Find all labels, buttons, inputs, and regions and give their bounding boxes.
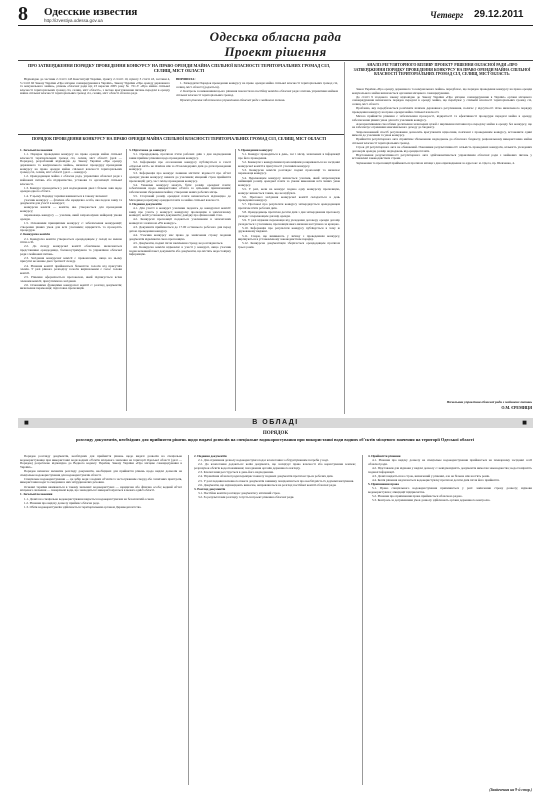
masthead-rule (18, 25, 533, 26)
water-paragraph: 5.2. Рішення про припинення права приймається обласною радою. (372, 494, 463, 499)
water-paragraph: 1.3. Облік водокористувачів здійснюється територіальним органом Держводагентства. (24, 504, 142, 509)
procedure-paragraph: конкурсна комісія — комісія, яка утворюється для проведення конкурсу; (20, 205, 122, 214)
procedure-paragraph: 2.4. Рішення комісії приймаються більшістю голосів від присутніх членів. У разі рівного розподілу голосів вирішальним є голос голови комісії. (20, 263, 122, 275)
procedure-paragraph: 3.1. Орендодавець протягом п'яти робочих днів з дня надходження заяви приймає рішення щодо проведення конкурсу. (129, 152, 231, 160)
justification-paragraph: Відстеження результативності регуляторного акта здійснюватиметься управлінням обласної ради з майнових питань у встановлені законодавством строки. (352, 152, 532, 161)
water-paragraph: Порядок визначає механізм розгляду документів, необхідних для прийняття рішень щодо видачі дозволів на спеціальне водокористування для водокористувачів області. (20, 468, 182, 477)
water-paragraph: 2.2. До клопотання додаються: копія документа, що засвідчує право власності або користування землею; розрахунок обсягів водоспоживання; погодження органів державного нагляду. (194, 462, 356, 470)
procedure-column-3 (238, 149, 340, 250)
council-subtitle: Проект рішення (224, 44, 327, 59)
column-divider (188, 455, 189, 785)
procedure-paragraph: 2.5. Рішення оформлюється протоколом, який підписується всіма членами комісії, присутніми на засіданні. (20, 274, 122, 283)
project-heading: ПРО ЗАТВЕРДЖЕННЯ ПОРЯДКУ ПРОВЕДЕННЯ КОНКУРСУ НА ПРАВО ОРЕНДИ МАЙНА СПІЛЬНОЇ ВЛАСНОСТІ ТЕРИТОРІАЛЬНИХ ГРОМАД СІЛ, СЕЛИЩ, МІСТ ОБЛАСТІ (28, 63, 330, 73)
water-paragraph: 3.2. За результатами розгляду готується проект рішення обласної ради. (198, 495, 295, 500)
section-title: 2. Подання документів (194, 454, 227, 458)
procedure-paragraph: 5.3. Конкурсна комісія розглядає подані пропозиції та визначає переможця конкурсу. (238, 167, 340, 176)
council-title: Одеська обласна рада (209, 29, 342, 44)
procedure-heading: ПОРЯДОК ПРОВЕДЕННЯ КОНКУРСУ НА ПРАВО ОРЕНДИ МАЙНА СПІЛЬНОЇ ВЛАСНОСТІ ТЕРИТОРІАЛЬНИХ ГРОМАД СІЛ, СЕЛИЩ, МІСТ ОБЛАСТІ (31, 136, 327, 141)
water-paragraph: 5.3. Контроль за дотриманням умов дозволу здійснюють органи державного контролю. (372, 498, 491, 503)
issue-date: 29.12.2011 (474, 9, 524, 20)
water-paragraph: 4.3. Дозвіл видається на строк, визначений у рішенні, але не більше ніж на п'ять років. (372, 473, 490, 478)
water-column-1 (20, 455, 182, 510)
justification-paragraph: Проблема, яку передбачається розв'язати шляхом державного регулювання, полягає у відсутності чітко визначеного порядку проведення конкурсу на право оренди майна спільної власності. (352, 106, 532, 114)
procedure-paragraph: 5.5. У разі, коли на конкурс подано одну конкурсну пропозицію, конкурс визнається таким, що не відбувся. (238, 186, 340, 195)
section-title: 3. Розгляд документів (194, 486, 226, 491)
procedure-paragraph: 4.6. Конкурсна комісія відмовляє в участі у конкурсі, якщо учасник подав неповний пакет документів або документи, що містять недостовірну інформацію. (129, 244, 231, 257)
procedure-paragraph: 5.4. Переможцем конкурсу визнається учасник, який запропонував найвищий розмір орендної плати за умови виконання всіх інших умов конкурсу. (238, 175, 340, 187)
procedure-paragraph: 4.1. Для участі в конкурсі учасники подають до конкурсної комісії: заяву про участь у конкурсі; конкурсну пропозицію в запечатаному конверті; копії установчих документів; довідку про фінансовий стан. (129, 206, 231, 218)
section-title: 2. Конкурсна комісія (20, 232, 50, 237)
procedure-paragraph: 5.2. Конверти з конкурсними пропозиціями розкриваються на засіданні конкурсної комісії в присутності учасників конкурсу. (238, 159, 340, 168)
project-preamble: Відповідно до частини 2 статті 143 Конституції України, пункту 2 статті 10, пункту 3 статті 43, частини 4, 5 статті 60 Закону України «Про місцеве самоврядування в Україні», Закону України «Про оренду державного та комунального майна», рішень обласної ради від 23 вересня 2005 року № 721-V «Про майно спільної власності територіальних громад сіл, селищ, міст області», з метою врегулювання питань передачі в оренду майна спільної власності територіальних громад сіл, селищ, міст області обласна рада (20, 77, 170, 96)
column-divider (344, 62, 345, 414)
project-signature: Проект рішення підготовлено управлінням обласної ради з майнових питань (180, 98, 285, 103)
water-paragraph: 5.1. Право спеціального водокористування припиняється у разі: закінчення строку дозволу; відмови водокористувача; ліквідації підприємства. (368, 486, 532, 494)
procedure-paragraph: 2.1. Конкурсна комісія утворюється орендодавцем у складі не менше п'яти осіб. (20, 236, 122, 245)
section-bar-right-mark: ■ (522, 418, 527, 427)
procedure-paragraph: 2.3. Засідання конкурсної комісії є правомочним, якщо на ньому присутні не менше двох третин її складу. (20, 255, 122, 264)
procedure-paragraph: 3.2. Інформація про оголошення конкурсу публікується в газеті «Одеські вісті» не пізніше ніж за 20 календарних днів до дати проведення конкурсу. (129, 159, 231, 172)
procedure-paragraph: 4.5. Документи, подані після закінчення строку, не розглядаються. (133, 240, 224, 245)
project-resolved (176, 78, 338, 103)
resolved-label: ВИРІШИЛА: (176, 77, 196, 81)
water-paragraph: Основні терміни вживаються в такому значенні: водокористувач — юридична або фізична особа; водний об'єкт місцевого значення — поверхневі води, що знаходяться і використовуються в межах однієї області. (20, 484, 182, 493)
procedure-paragraph: 5.1. Конкурс проводиться в день, час і місці, зазначених в інформації про його проведення. (238, 152, 340, 160)
water-paragraph: 3.1. Постійна комісія розглядає документи у місячний строк. (198, 491, 281, 496)
water-column-2 (194, 455, 356, 500)
procedure-paragraph: 2.6. Основними функціями конкурсної комісії є: розгляд документів; визначення переможця; підготовка пропозицій. (20, 282, 122, 291)
water-paragraph: 2.4. Управління обласної ради перевіряє повноту поданих документів протягом трьох робочих днів. (198, 474, 334, 479)
water-paragraph: 4.4. Копія рішення надсилається водокористувачу протягом десяти днів після його прийняття. (372, 477, 500, 482)
procedure-paragraph: 4.4. Учасник конкурсу має право до закінчення строку подання документів відкликати свою пропозицію. (129, 233, 231, 241)
procedure-paragraph: 4.2. Конкурсні пропозиції подаються учасниками в запечатаних конвертах з написом «На конкурс». (129, 217, 231, 226)
procedure-paragraph: 5.7. Протокол про результати конкурсу затверджується орендодавцем протягом п'яти робочих днів. (238, 202, 340, 211)
justification-paragraph: Альтернативними способами досягнення зазначених цілей є вирішення питання про передачу майна в оренду без конкурсу, що не забезпечує отримання максимального доходу до бюджету. (352, 121, 532, 130)
justification-paragraph: Запропонований спосіб регулювання дозволить врегулювати відносини, пов'язані з проведенням конкурсу, встановити єдині вимоги до учасників та умов конкурсу. (352, 129, 532, 138)
procedure-paragraph: 1.5. Основними принципами конкурсу є: забезпечення конкуренції; створення рівних умов для всіх учасників; відкритість та прозорість процедури. (20, 221, 122, 233)
water-paragraph: 2.3. Клопотання реєструється в день його надходження. (198, 470, 274, 475)
justification-paragraph: Метою прийняття рішення є забезпечення прозорості, відкритості та ефективності процедури передачі майна в оренду, забезпечення рівних умов для всіх учасників конкурсу. (352, 113, 532, 122)
section-title: 3. Підготовка до конкурсу (129, 148, 167, 152)
justification-body (352, 88, 532, 166)
procedure-column-1 (20, 149, 122, 291)
justification-paragraph: Зауваження та пропозиції приймаються протягом місяця з дня оприлюднення за адресою: м. Одеса, пр. Шевченка, 4. (356, 160, 515, 165)
section-title: 4. Прийняття рішення (368, 454, 401, 458)
section-title: 5. Проведення конкурсу (238, 148, 273, 152)
water-paragraph: 2.1. Для отримання дозволу водокористувач подає клопотання з обґрунтуванням потреби у воді. (198, 458, 329, 463)
column-divider (126, 149, 127, 411)
section-title: 5. Припинення права (368, 482, 399, 487)
justification-paragraph: Строк дії регуляторного акта не обмежений. Показники результативності: кількість проведених конкурсів, кількість укладених договорів оренди, розмір надходжень від орендної плати. (352, 145, 532, 153)
water-paragraph: 1.1. Дозвіл на спеціальне водокористування видається водокористувачам на безоплатній основі. (24, 496, 155, 501)
continuation-note: (Закінчення на 9-й стор.) (489, 788, 532, 792)
water-paragraph: 1.2. Рішення про видачу дозволу приймає обласна рада. (24, 500, 100, 505)
procedure-paragraph: 1.4. У цьому Порядку терміни вживаються в такому значенні: (24, 193, 108, 198)
resolved-item: 2. Контроль за виконанням цього рішення покласти на постійну комісію обласної ради з питань управління майном спільної власності територіальних громад. (176, 88, 338, 97)
justification-signature-name: О.М. ЄРЕМИЦЯ (501, 405, 532, 410)
procedure-paragraph: 5.11. Спори, що виникають у зв'язку з проведенням конкурсу, вирішуються в установленому законодавством порядку. (238, 233, 340, 242)
justification-paragraph: Прийняття регуляторного акта сприятиме збільшенню надходжень до обласного бюджету, раціональному використанню майна спільної власності територіальних громад. (352, 137, 532, 145)
justification-paragraph: До статті 9 згаданого закону відповідно до Закону України «Про місцеве самоврядування в Україні» органи місцевого самоврядування визначають порядок передачі в оренду майна, що перебуває у спільній власності територіальних громад сіл, селищ, міст області. (352, 94, 532, 106)
water-paragraph: 2.5. У разі подання неповного пакета документів заявнику повідомляється про необхідність їх доукомплектування. (198, 478, 355, 483)
justification-heading: АНАЛІЗ РЕГУЛЯТОРНОГО ВПЛИВУ ПРОЕКТУ РІШЕННЯ ОБЛАСНОЇ РАДИ «ПРО ЗАТВЕРДЖЕННЯ ПОРЯДКУ ПРОВЕДЕННЯ КОНКУРСУ НА ПРАВО ОРЕНДИ МАЙНА СПІЛЬНОЇ ВЛАСНОСТІ ТЕРИТОРІАЛЬНИХ ГРОМАД СІЛ, СЕЛИЩ, МІСТ ОБЛАСТІ» (353, 63, 531, 77)
weekday: Четверг (430, 10, 464, 20)
justification-signature-title: Начальник управління обласної ради з майнових питань (446, 400, 532, 404)
procedure-paragraph: 3.4. Умовами конкурсу можуть бути: розмір орендної плати; зобов'язання щодо використання об'єкта за цільовим призначенням; забезпечення збереження майна; створення нових робочих місць. (129, 182, 231, 194)
procedure-paragraph: 1.3. Конкурс проводиться у разі надходження двох і більше заяв щодо оренди одного об'єкта. (20, 185, 122, 194)
section-bar (18, 418, 533, 428)
section-bar-label: В ОБЛАДІ (252, 419, 299, 426)
procedure-paragraph: 1.2. Орендодавцем майна є обласна рада, управління обласної ради з майнових питань або підприємства, установи та організації спільної власності. (20, 174, 122, 186)
justification-paragraph: Закон України «Про оренду державного та комунального майна» передбачає, що порядок проведення конкурсу на право оренди комунального майна визначається органами місцевого самоврядування. (352, 87, 532, 95)
title-rule (18, 60, 533, 61)
procedure-paragraph: 3.3. Інформація про конкурс повинна містити: відомості про об'єкт оренди; умови конкурсу; вимоги до учасників; кінцевий строк прийняття пропозицій; дату, час і місце проведення конкурсу. (129, 171, 231, 183)
section-bar-left-mark: ■ (24, 418, 29, 427)
procedure-paragraph: 5.12. Конкурсна документація зберігається орендодавцем протягом трьох років. (238, 241, 340, 249)
procedure-paragraph: 5.6. Протокол засідання конкурсної комісії складається в день проведення конкурсу. (238, 194, 340, 203)
page-number: 8 (18, 3, 28, 25)
water-paragraph: Порядок розгляду документів, необхідних для прийняття рішень щодо видачі дозволів на спеціальне водокористування при використанні води водних об'єктів місцевого значення на території Одеської області (далі — Порядок) розроблено відповідно до Водного кодексу України, Закону України «Про місцеве самоврядування в Україні». (20, 454, 182, 469)
section-title: 1. Загальні положення (20, 148, 53, 152)
procedure-paragraph: 2.2. До складу конкурсної комісії обов'язково включаються представники орендодавця, балансоутримувача та управління обласної ради з майнових питань. (20, 244, 122, 256)
procedure-paragraph: 4.3. Документи приймаються до 17.00 останнього робочого дня перед датою проведення конкурсу. (129, 225, 231, 233)
water-heading: розгляду документів, необхідних для прийняття рішень щодо видачі дозволів на спеціальне водокористування при використанні води водних об'єктів місцевого значення на території Одеської області (75, 437, 475, 442)
resolved-item: 1. Затвердити Порядок проведення конкурсу на право оренди майна спільної власності територіальних громад сіл, селищ, міст області (додається). (176, 81, 338, 89)
water-column-3 (368, 455, 532, 503)
water-heading-title: ПОРЯДОК (262, 431, 289, 436)
newspaper-title: Одесские известия (44, 6, 138, 18)
procedure-paragraph: 3.5. Стартовий розмір орендної плати визначається відповідно до Методики розрахунку орендної плати за майно спільної власності. (129, 194, 231, 202)
procedure-paragraph: учасник конкурсу — фізична або юридична особа, яка подала заяву та документи для участі в конкурсі; (20, 197, 122, 206)
newspaper-url[interactable]: http://izvestiya.odessa.gov.ua (44, 18, 103, 23)
water-paragraph: 4.1. Рішення про видачу дозволу на спеціальне водокористування приймається на пленарному засіданні сесії обласної ради. (368, 458, 532, 466)
procedure-paragraph: 5.10. Інформація про результати конкурсу публікується в тому ж друкованому виданні. (238, 225, 340, 234)
section-title: 4. Подання документів (129, 201, 162, 206)
procedure-top-rule (18, 134, 344, 135)
procedure-paragraph: 5.9. У разі відмови переможця від укладення договору оренди договір укладається з учасником, пропозиція якого визнана наступною за кращою. (238, 218, 340, 226)
water-paragraph: 2.6. Документи, що відповідають вимогам, направляються на розгляд постійної комісії обласної ради. (198, 482, 337, 487)
section-title: 1. Загальні положення (20, 492, 53, 497)
procedure-paragraph: переможець конкурсу — учасник, який запропонував найкращі умови оренди. (20, 213, 122, 221)
procedure-paragraph: 5.8. Орендодавець протягом десяти днів з дня затвердження протоколу укладає з переможцем договір оренди. (238, 210, 340, 218)
water-paragraph: 4.2. Підставами для відмови у видачі дозволу є: невідповідність документів вимогам законодавства; недостовірність поданої інформації. (368, 465, 532, 474)
procedure-paragraph: 1.1. Порядок проведення конкурсу на право оренди майна спільної власності територіальних громад сіл, селищ, міст області (далі — Порядок), розроблений відповідно до Закону України «Про оренду державного та комунального майна», визначає процедуру проведення конкурсу на право оренди майна спільної власності територіальних громад сіл, селищ, міст області (далі — конкурс). (20, 152, 122, 175)
project-body (20, 78, 170, 97)
water-paragraph: Спеціальне водокористування — це забір води з водних об'єктів із застосуванням споруд або технічних пристроїв, використання води та скидання в них забруднюючих речовин. (20, 476, 182, 485)
procedure-column-2 (129, 149, 231, 257)
column-divider (362, 455, 363, 785)
column-divider (235, 149, 236, 411)
